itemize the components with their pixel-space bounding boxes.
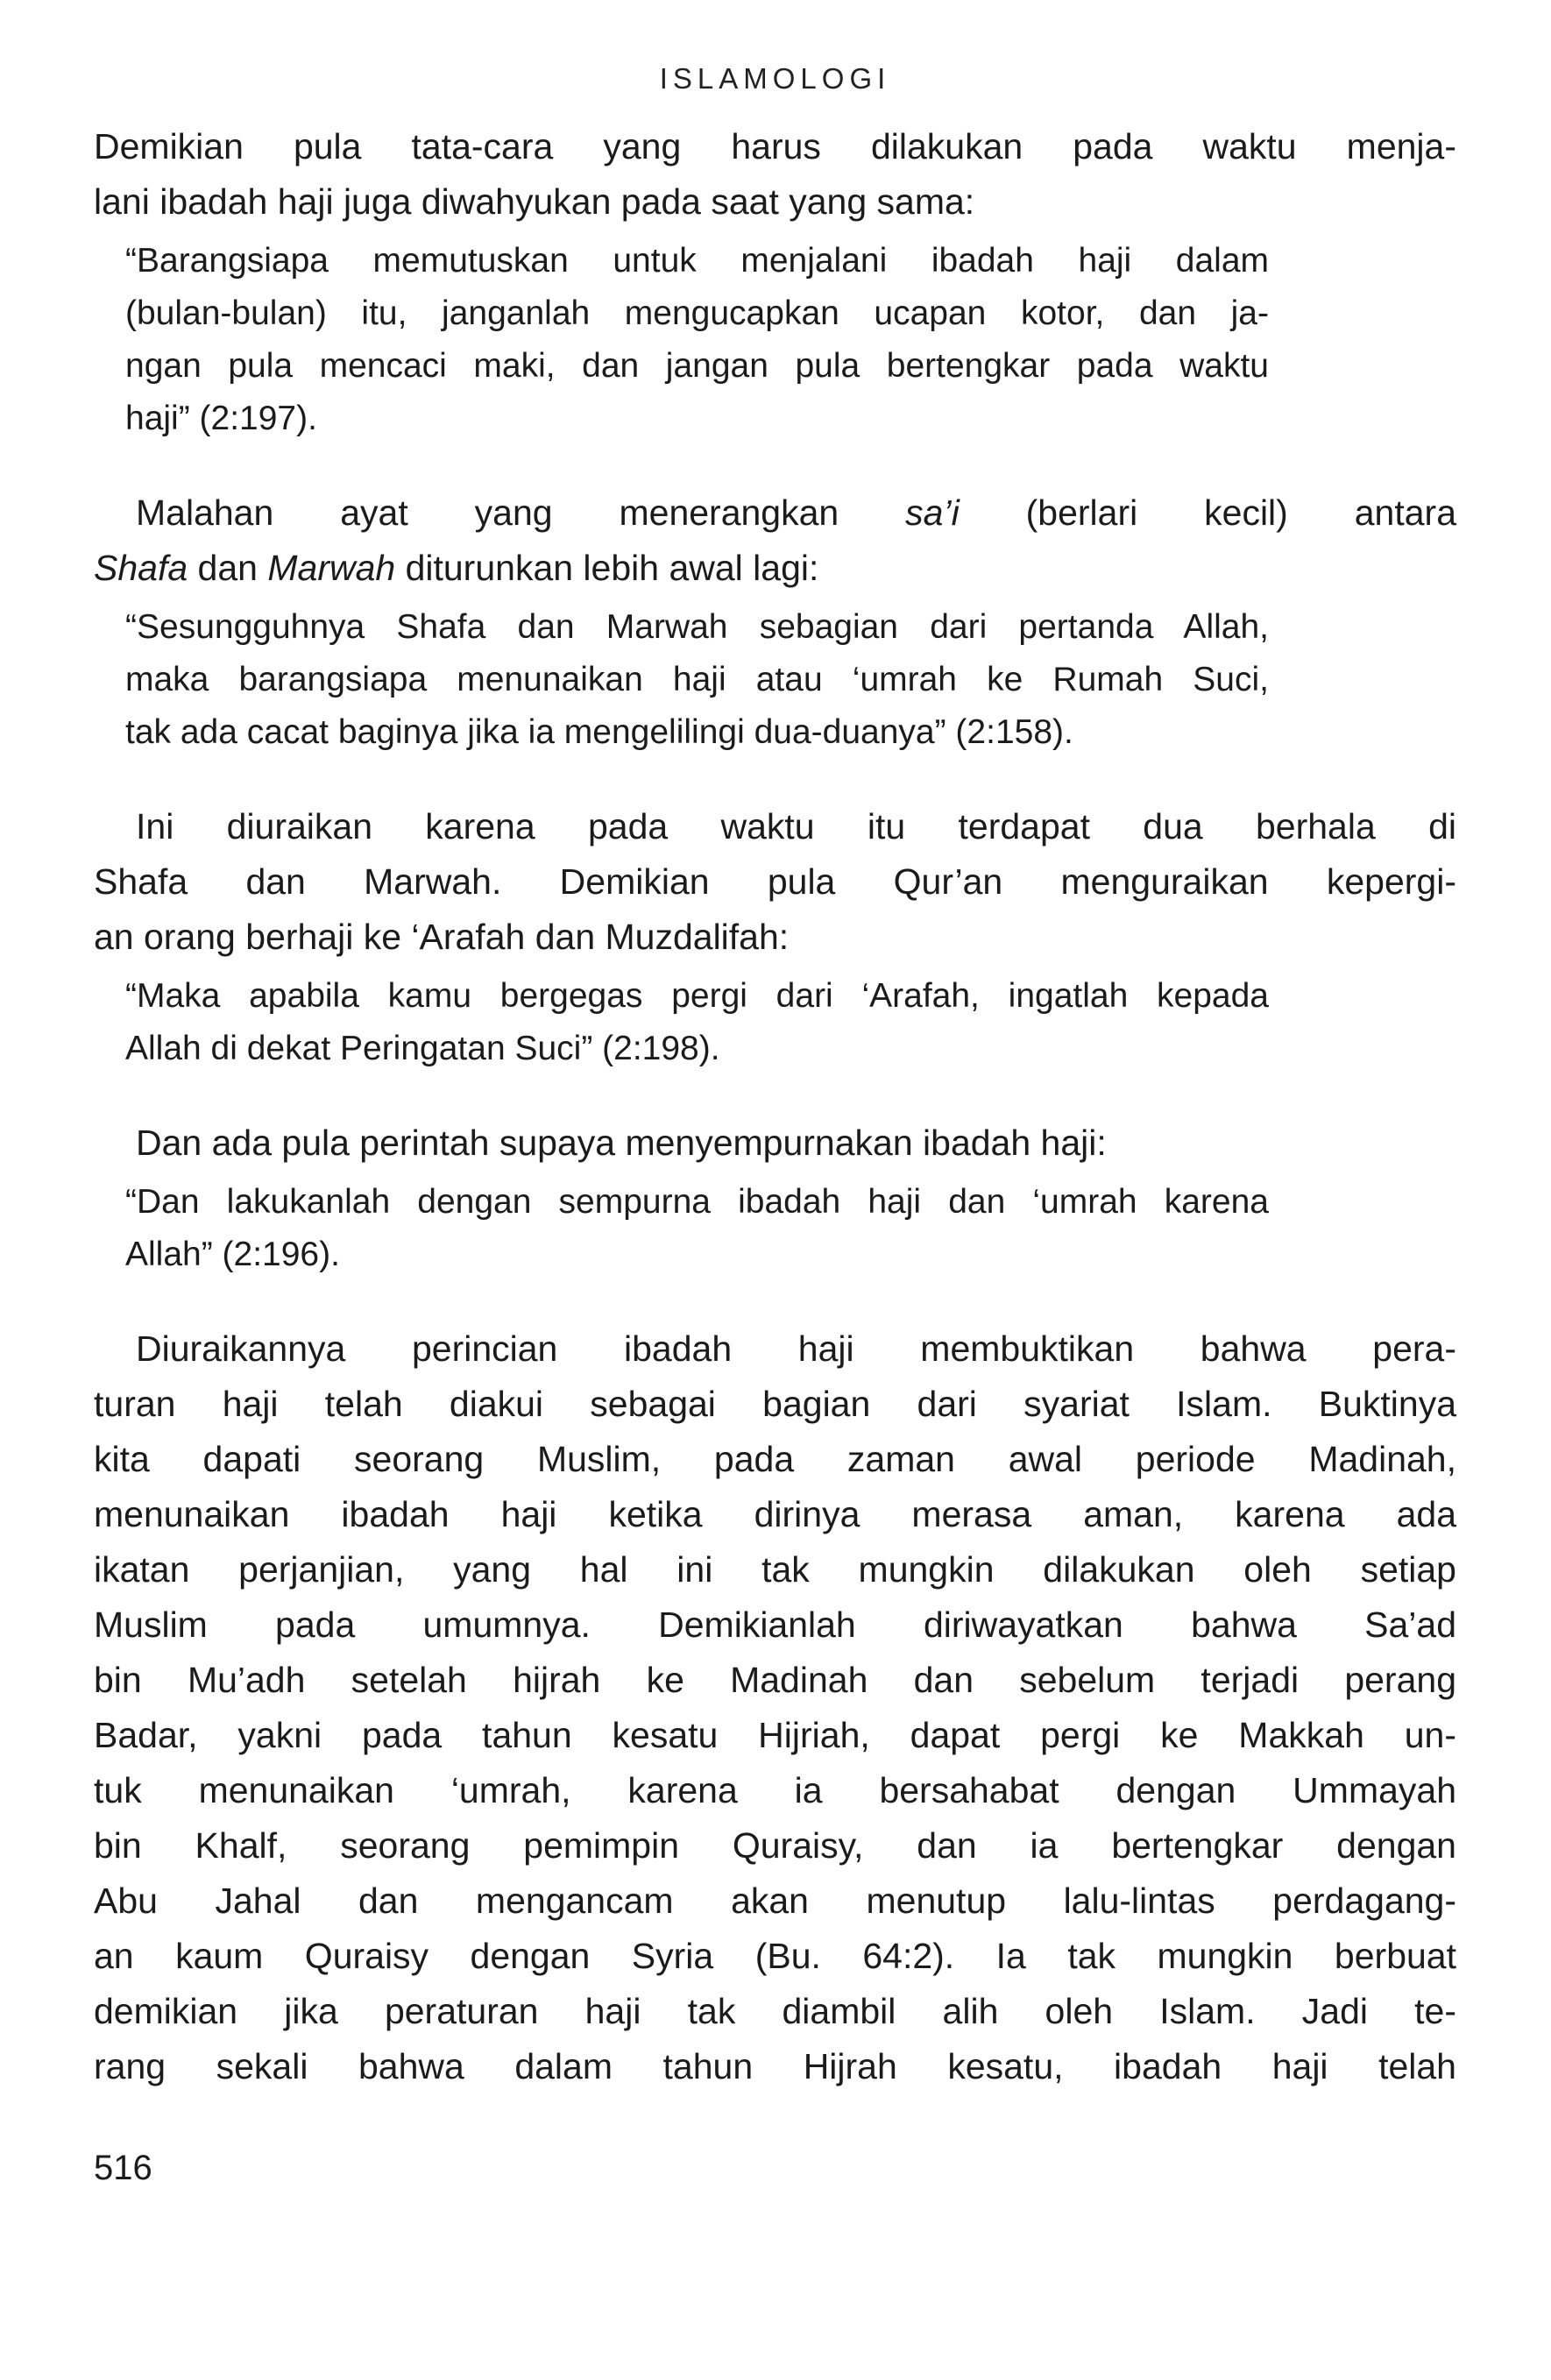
text-line xyxy=(125,970,1269,1023)
text-segment: tuk menunaikan ‘umrah, karena ia bersahabat dengan Ummayah xyxy=(94,1770,1456,1810)
text-line xyxy=(125,287,1269,340)
text-segment: an kaum Quraisy dengan Syria (Bu. 64:2). Ia tak mungkin berbuat xyxy=(94,1936,1456,1976)
text-segment: (bulan-bulan) itu, janganlah mengucapkan ucapan kotor, dan ja- xyxy=(125,294,1269,332)
text-segment: “Maka apabila kamu bergegas pergi dari ‘Arafah, ingatlah kepada xyxy=(125,977,1269,1015)
text-segment: demikian jika peraturan haji tak diambil alih oleh Islam. Jadi te- xyxy=(94,1991,1456,2031)
text-segment: turan haji telah diakui sebagai bagian dari syariat Islam. Buktinya xyxy=(94,1384,1456,1424)
text-segment: ikatan perjanjian, yang hal ini tak mungkin dilakukan oleh setiap xyxy=(94,1549,1456,1590)
text-segment: Diuraikannya perincian ibadah haji membuktikan bahwa pera- xyxy=(136,1328,1456,1369)
text-line xyxy=(125,340,1269,393)
text-line xyxy=(94,854,1456,910)
text-segment: kita dapati seorang Muslim, pada zaman awal periode Madinah, xyxy=(94,1439,1456,1479)
text-segment: ngan pula mencaci maki, dan jangan pula bertengkar pada waktu xyxy=(125,347,1269,385)
text-line xyxy=(125,1176,1269,1229)
text-segment: Shafa dan Marwah. Demikian pula Qur’an menguraikan kepergi- xyxy=(94,861,1456,902)
text-line xyxy=(94,1597,1456,1653)
text-segment: Allah di dekat Peringatan Suci” (2:198). xyxy=(125,1030,720,1067)
text-line xyxy=(125,393,1269,445)
text-segment: “Barangsiapa memutuskan untuk menjalani ibadah haji dalam xyxy=(125,242,1269,280)
text-line xyxy=(94,1321,1456,1377)
text-line xyxy=(94,1432,1456,1487)
text-segment: haji” (2:197). xyxy=(125,400,317,437)
text-segment: Dan ada pula perintah supaya menyempurnakan ibadah haji: xyxy=(136,1123,1107,1163)
page-number: 516 xyxy=(94,2149,152,2187)
text-line xyxy=(94,1874,1456,1929)
text-segment: menunaikan ibadah haji ketika dirinya merasa aman, karena ada xyxy=(94,1494,1456,1534)
running-header: ISLAMOLOGI xyxy=(659,62,891,95)
block-quote xyxy=(125,601,1269,759)
text-segment: bin Mu’adh setelah hijrah ke Madinah dan sebelum terjadi perang xyxy=(94,1660,1456,1700)
text-segment: Allah” (2:196). xyxy=(125,1236,340,1273)
text-line xyxy=(94,1984,1456,2039)
text-line xyxy=(94,1818,1456,1874)
block-quote xyxy=(125,235,1269,445)
text-line xyxy=(94,1487,1456,1542)
text-segment: Demikian pula tata-cara yang harus dilakukan pada waktu menja- xyxy=(94,126,1456,166)
text-line xyxy=(94,1763,1456,1818)
text-line xyxy=(94,1653,1456,1708)
text-segment: “Sesungguhnya Shafa dan Marwah sebagian dari pertanda Allah, xyxy=(125,608,1269,646)
paragraph xyxy=(94,485,1456,596)
text-line xyxy=(94,174,1456,230)
text-line xyxy=(125,1229,1269,1281)
text-line xyxy=(125,601,1269,654)
text-line xyxy=(94,910,1456,965)
paragraph xyxy=(94,1116,1456,1171)
text-segment: (berlari kecil) antara xyxy=(959,492,1457,533)
text-segment: rang sekali bahwa dalam tahun Hijrah kesatu, ibadah haji telah xyxy=(94,2046,1456,2086)
text-segment: “Dan lakukanlah dengan sempurna ibadah haji dan ‘umrah karena xyxy=(125,1183,1269,1221)
text-segment: Badar, yakni pada tahun kesatu Hijriah, dapat pergi ke Makkah un- xyxy=(94,1715,1456,1755)
text-line xyxy=(94,1929,1456,1984)
text-line xyxy=(94,2039,1456,2094)
text-line xyxy=(125,1023,1269,1075)
text-line xyxy=(94,1116,1456,1171)
italic-text: sa’i xyxy=(905,492,960,533)
paragraph xyxy=(94,799,1456,965)
text-segment: maka barangsiapa menunaikan haji atau ‘umrah ke Rumah Suci, xyxy=(125,661,1269,698)
block-quote xyxy=(125,1176,1269,1281)
text-segment: tak ada cacat baginya jika ia mengelilingi dua-duanya” (2:158). xyxy=(125,713,1073,751)
text-segment: dan xyxy=(188,548,268,588)
text-segment: Ini diuraikan karena pada waktu itu terdapat dua berhala di xyxy=(136,806,1456,846)
page-content xyxy=(94,119,1456,2094)
text-segment: an orang berhaji ke ‘Arafah dan Muzdalifah: xyxy=(94,917,790,957)
text-line xyxy=(94,485,1456,541)
italic-text: Marwah xyxy=(267,548,396,588)
italic-text: Shafa xyxy=(94,548,188,588)
text-segment: Abu Jahal dan mengancam akan menutup lalu-lintas perdagang- xyxy=(94,1881,1456,1921)
text-line xyxy=(125,706,1269,759)
text-line xyxy=(94,799,1456,854)
text-segment: diturunkan lebih awal lagi: xyxy=(395,548,819,588)
text-line xyxy=(94,541,1456,596)
text-segment: Muslim pada umumnya. Demikianlah diriwayatkan bahwa Sa’ad xyxy=(94,1604,1456,1645)
text-line xyxy=(125,235,1269,287)
text-line xyxy=(94,1708,1456,1763)
block-quote xyxy=(125,970,1269,1075)
text-segment: lani ibadah haji juga diwahyukan pada saat yang sama: xyxy=(94,181,975,222)
text-line xyxy=(94,119,1456,174)
text-line xyxy=(94,1542,1456,1597)
paragraph xyxy=(94,1321,1456,2094)
text-segment: bin Khalf, seorang pemimpin Quraisy, dan ia bertengkar dengan xyxy=(94,1825,1456,1866)
text-line xyxy=(125,654,1269,706)
paragraph xyxy=(94,119,1456,230)
text-line xyxy=(94,1377,1456,1432)
text-segment: Malahan ayat yang menerangkan xyxy=(136,492,906,533)
